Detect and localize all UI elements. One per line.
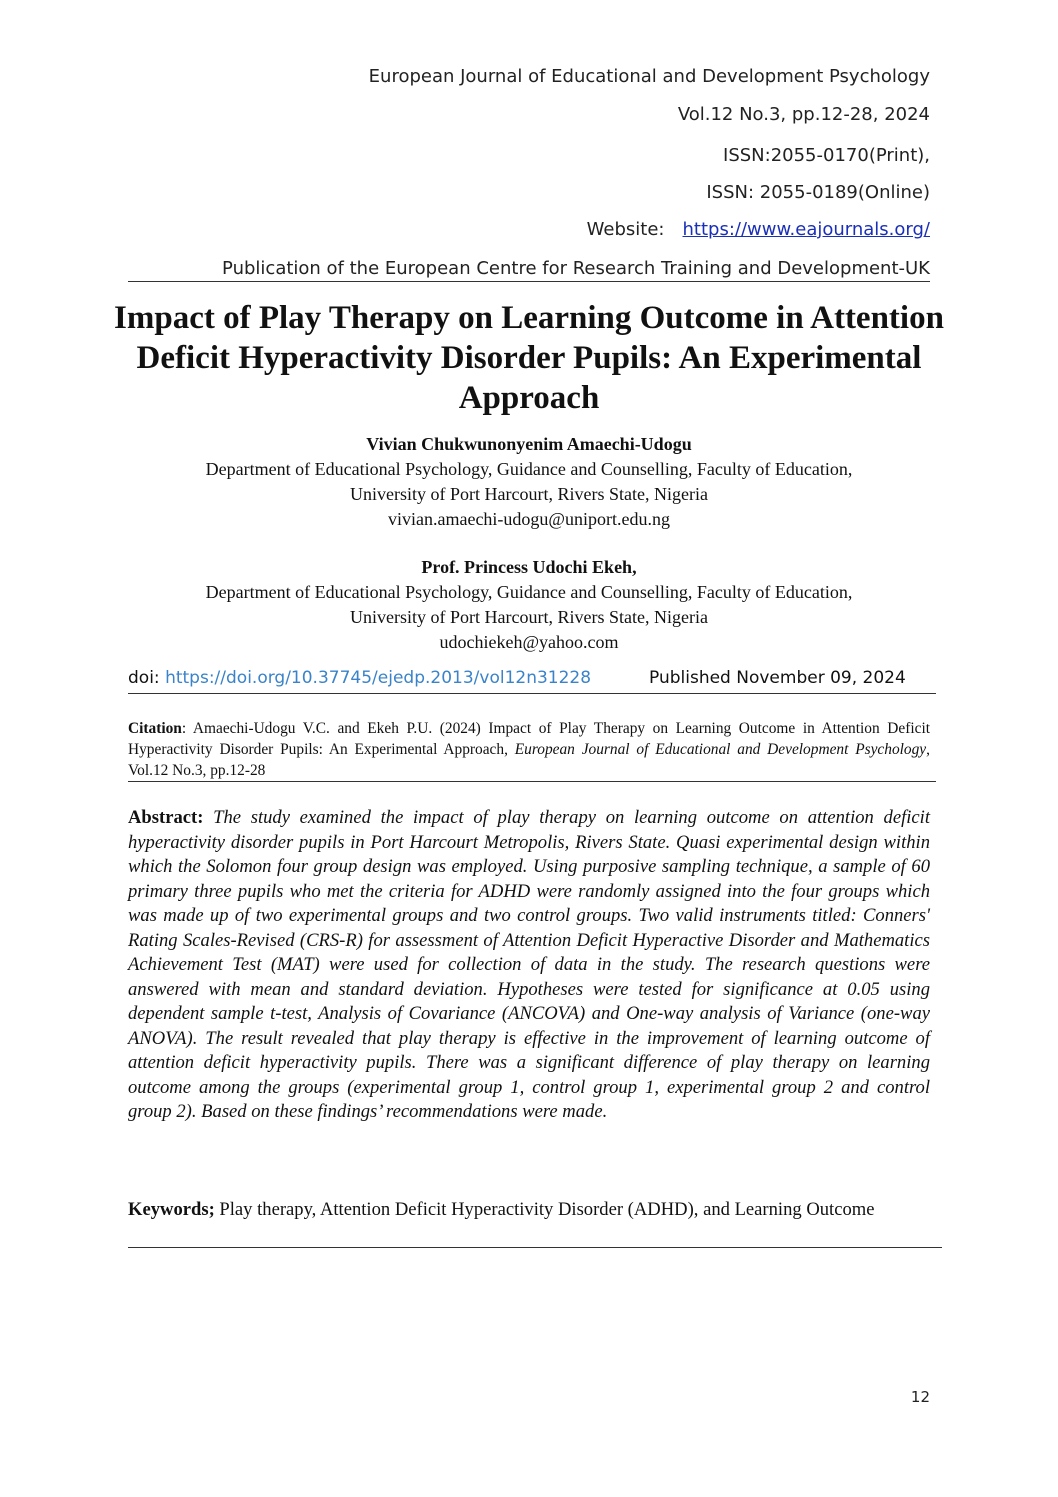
publisher-line: Publication of the European Centre for Research Training and Development-UK xyxy=(222,258,930,279)
website-link[interactable]: https://www.eajournals.org/ xyxy=(682,219,930,240)
doi-divider xyxy=(128,693,936,694)
keywords-divider xyxy=(128,1247,942,1248)
author-name: Vivian Chukwunonyenim Amaechi-Udogu xyxy=(366,434,692,454)
doi-link[interactable]: https://doi.org/10.37745/ejedp.2013/vol12n31228 xyxy=(165,668,592,688)
author-block-1 xyxy=(100,432,958,532)
keywords-label: Keywords; xyxy=(128,1199,215,1220)
keywords-text: Play therapy, Attention Deficit Hyperactivity Disorder (ADHD), and Learning Outcome xyxy=(219,1199,875,1220)
abstract-text: The study examined the impact of play therapy on learning outcome on attention deficit hyperactivity disorder pupils in Port Harcourt Metropolis, Rivers State. Quasi experimental design within which the Solomon four group design was employed. Using purposive sampling technique, a sample of 60 primary three pupils who met the criteria for ADHD were randomly assigned into the four groups which was made up of two experimental groups and two control groups. Two valid instruments titled: Conners' Rating Scales-Revised (CRS-R) for assessment of Attention Deficit Hyperactive Disorder and Mathematics Achievement Test (MAT) were used for collection of data in the study. The research questions were answered with mean and standard deviation. Hypotheses were tested for significance at 0.05 using dependent sample t-test, Analysis of Covariance (ANCOVA) and One-way analysis of Variance (one-way ANOVA). The result revealed that play therapy is effective in the improvement of learning outcome of attention deficit hyperactivity pupils. There was a significant difference of play therapy on learning outcome among the groups (experimental group 1, control group 1, experimental group 2 and control group 2). Based on these findings’ recommendations were made. xyxy=(128,807,930,1122)
author-department: Department of Educational Psychology, Guidance and Counselling, Faculty of Education, xyxy=(205,582,853,602)
published-date: Published November 09, 2024 xyxy=(649,668,906,688)
citation-label: Citation xyxy=(128,720,182,737)
author-department: Department of Educational Psychology, Guidance and Counselling, Faculty of Education, xyxy=(205,459,853,479)
page-number: 12 xyxy=(910,1388,930,1406)
author-email[interactable]: udochiekeh@yahoo.com xyxy=(439,632,619,652)
author-block-2 xyxy=(100,555,958,655)
paper-title: Impact of Play Therapy on Learning Outcome in Attention Deficit Hyperactivity Disorder Pupils: An Experimental Approach xyxy=(114,300,944,416)
issn-online: ISSN: 2055-0189(Online) xyxy=(706,182,930,203)
author-institution: University of Port Harcourt, Rivers State, Nigeria xyxy=(350,484,708,504)
abstract-label: Abstract: xyxy=(128,807,204,828)
author-institution: University of Port Harcourt, Rivers State, Nigeria xyxy=(350,607,708,627)
citation xyxy=(128,718,930,781)
journal-name: European Journal of Educational and Development Psychology xyxy=(368,66,930,87)
author-name: Prof. Princess Udochi Ekeh, xyxy=(421,557,637,577)
website-label: Website: xyxy=(586,219,665,240)
keywords xyxy=(128,1198,930,1223)
website-line xyxy=(587,219,930,240)
header-divider xyxy=(128,281,930,282)
citation-journal: European Journal of Educational and Development Psychology xyxy=(514,741,927,758)
doi-label: doi: xyxy=(128,668,160,688)
author-email[interactable]: vivian.amaechi-udogu@uniport.edu.ng xyxy=(387,509,670,529)
doi-line xyxy=(128,668,936,688)
citation-text: : Amaechi-Udogu V.C. and Ekeh P.U. (2024) Impact of Play Therapy on Learning Outcome in Attention Deficit Hyperactivity Disorder Pupils: An Experimental Approach, xyxy=(128,720,930,758)
citation-divider xyxy=(128,781,936,782)
issn-print: ISSN:2055-0170(Print), xyxy=(723,145,930,166)
volume-info: Vol.12 No.3, pp.12-28, 2024 xyxy=(677,104,930,125)
citation-tail: , Vol.12 No.3, pp.12-28 xyxy=(128,741,930,779)
abstract xyxy=(128,806,930,1125)
